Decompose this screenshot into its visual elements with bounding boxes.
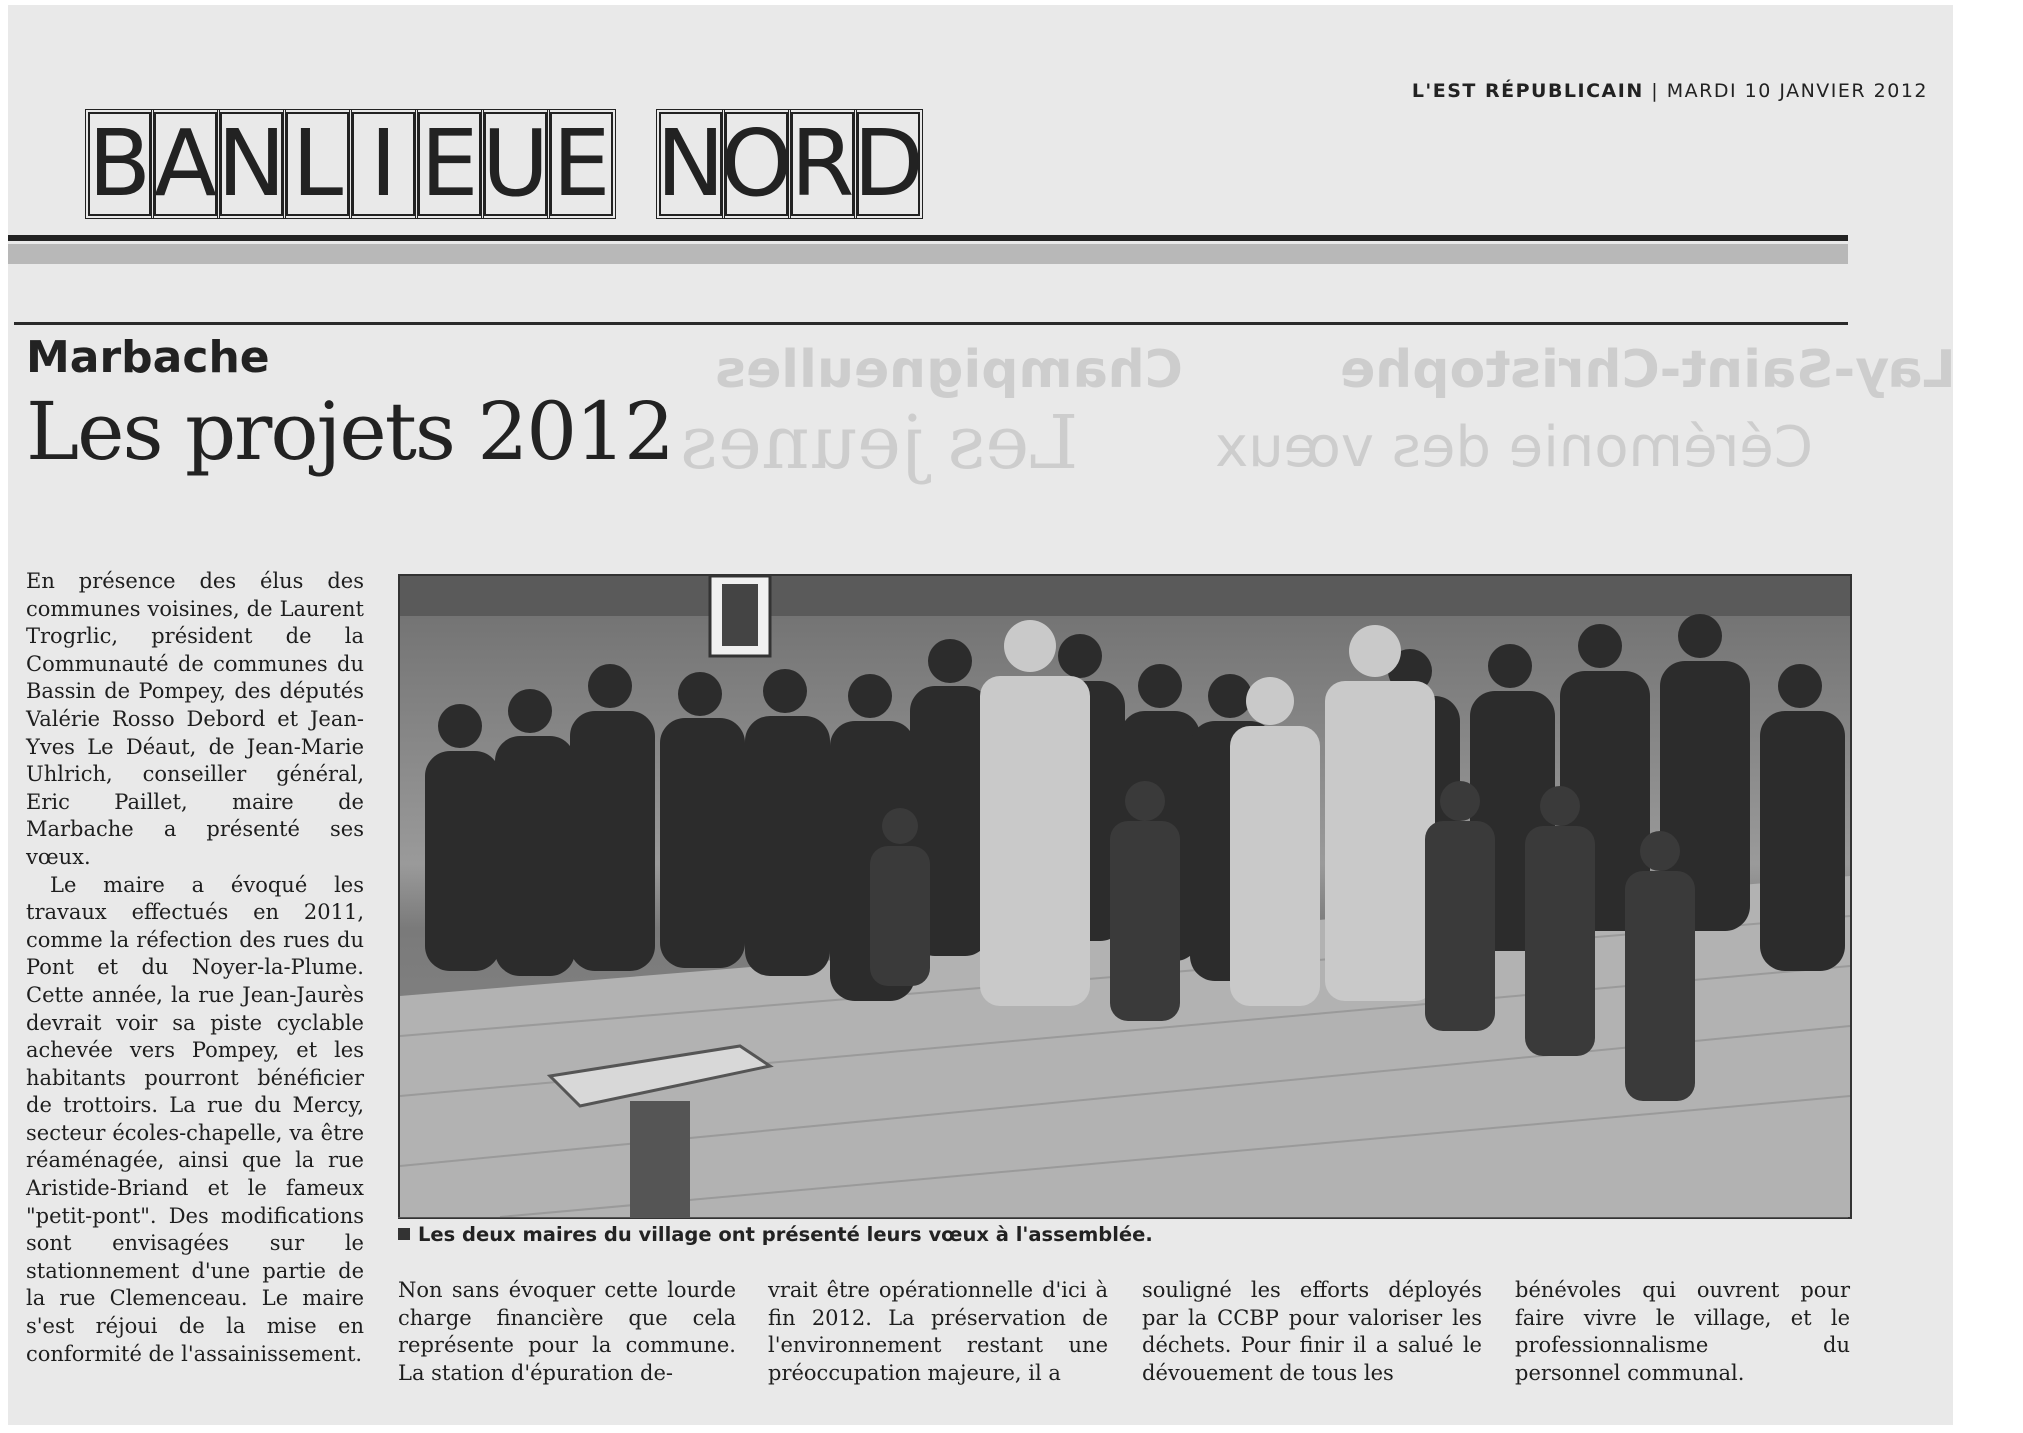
publication-date: MARDI 10 JANVIER 2012 <box>1666 80 1928 102</box>
section-letter: R <box>790 110 855 217</box>
section-title <box>87 110 924 222</box>
section-letter: N <box>217 110 286 217</box>
article-column-3: vrait être opérationnelle d'ici à fin 2012. La préservation de l'environnement restant une préoccupation majeure, il a <box>768 1278 1108 1385</box>
header-rule <box>8 235 1848 241</box>
group-photo-illustration <box>400 576 1850 1217</box>
caption-square-icon <box>398 1228 410 1240</box>
article-column-4: souligné les efforts déployés par la CCBP pour valoriser les déchets. Pour finir il a salué le dévouement de tous les <box>1142 1278 1482 1385</box>
section-letter: O <box>720 110 793 217</box>
article-paragraph: En présence des élus des communes voisines, de Laurent Trogrlic, président de la Communauté de communes du Bassin de Pompey, des députés Valérie Rosso Debord et Jean-Yves Le Déaut, de Jean-Marie Uhlrich, conseiller général, Eric Paillet, maire de Marbache a présenté ses vœux. <box>26 569 364 869</box>
section-letter: I <box>352 112 415 216</box>
caption-text: Les deux maires du village ont présenté leurs vœux à l'assemblée. <box>418 1223 1153 1246</box>
photo-caption <box>398 1223 1153 1246</box>
bleed-through-text: Les jeunes <box>680 400 1079 486</box>
article-photo <box>398 574 1852 1219</box>
section-letter: E <box>550 112 613 216</box>
section-letter: B <box>87 110 152 217</box>
article-column-1 <box>26 568 364 1368</box>
section-letter: U <box>481 110 550 217</box>
section-letter: E <box>418 112 481 216</box>
masthead-meta <box>1412 80 1928 102</box>
bleed-through-text: Lay-Saint-Christophe <box>1340 340 1956 400</box>
article-paragraph: Le maire a évoqué les travaux effectués en 2011, comme la réfection des rues du Pont et du Noyer-la-Plume. Cette année, la rue Jean-Jaurès devrait voir sa piste cyclable achevée vers Pompey, et les habitants pourront bénéficier de trottoirs. La rue du Mercy, secteur écoles-chapelle, va être réaménagée, ainsi que la rue Aristide-Briand et le fameux "petit-pont". Des modifications sont envisagées sur le stationnement d'une partie de la rue Clemenceau. Le maire s'est réjoui de la mise en conformité de l'assainissement. <box>26 872 364 1366</box>
bleed-through-text: Cérémonie des vœux <box>1215 415 1813 480</box>
section-letter: D <box>853 110 924 217</box>
article-rule <box>14 322 1848 325</box>
article-column-2: Non sans évoquer cette lourde charge financière que cela représente pour la commune. La station d'épuration de- <box>398 1278 736 1385</box>
section-letter: N <box>656 110 725 217</box>
masthead-separator: | <box>1651 80 1667 102</box>
article-column-5: bénévoles qui ouvrent pour faire vivre le village, et le professionnalisme du personnel communal. <box>1515 1278 1850 1385</box>
article-headline: Les projets 2012 <box>26 385 673 478</box>
section-word-gap <box>616 112 656 222</box>
caption-rule <box>398 1217 1848 1218</box>
publication-name: L'EST RÉPUBLICAIN <box>1411 80 1644 102</box>
header-rule-shade <box>8 244 1848 264</box>
section-letter: A <box>154 110 217 217</box>
bleed-through-text: Champigneulles <box>715 340 1183 400</box>
section-letter: L <box>286 112 349 216</box>
article-kicker: Marbache <box>26 332 270 383</box>
